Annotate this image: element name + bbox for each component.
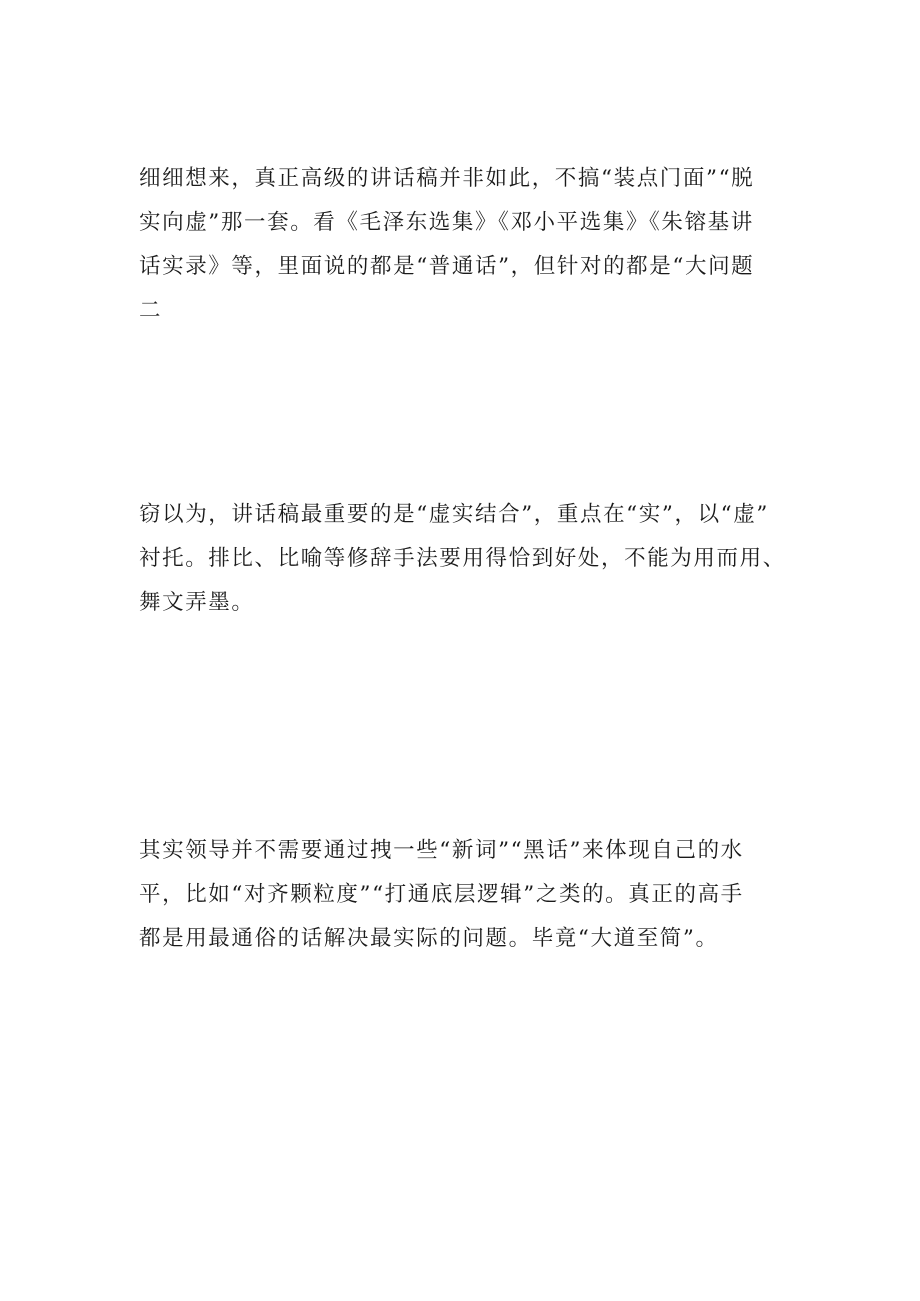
paragraph-line: 平，比如“对齐颗粒度”“打通底层逻辑”之类的。真正的高手 <box>139 882 744 907</box>
paragraph-line: 实向虚”那一套。看《毛泽东选集》《邓小平选集》《朱镕基讲 <box>139 210 754 235</box>
paragraph-line: 窃以为，讲话稿最重要的是“虚实结合”，重点在“实”，以“虚” <box>139 502 769 527</box>
paragraph-1 <box>139 157 799 333</box>
paragraph-line: 其实领导并不需要通过拽一些“新词”“黑话”来体现自己的水 <box>139 838 744 863</box>
paragraph-3 <box>139 829 799 961</box>
paragraph-line: 话实录》等，里面说的都是“普通话”，但针对的都是“大问题 <box>139 254 755 279</box>
paragraph-2 <box>139 493 799 625</box>
paragraph-line: 都是用最通俗的话解决最实际的问题。毕竟“大道至简”。 <box>139 926 719 951</box>
paragraph-line: 舞文弄墨。 <box>139 590 255 615</box>
paragraph-line: 二 <box>139 298 163 323</box>
paragraph-line: 细细想来，真正高级的讲话稿并非如此，不搞“装点门面”“脱 <box>139 166 755 191</box>
paragraph-line: 衬托。排比、比喻等修辞手法要用得恰到好处，不能为用而用、 <box>139 546 786 571</box>
